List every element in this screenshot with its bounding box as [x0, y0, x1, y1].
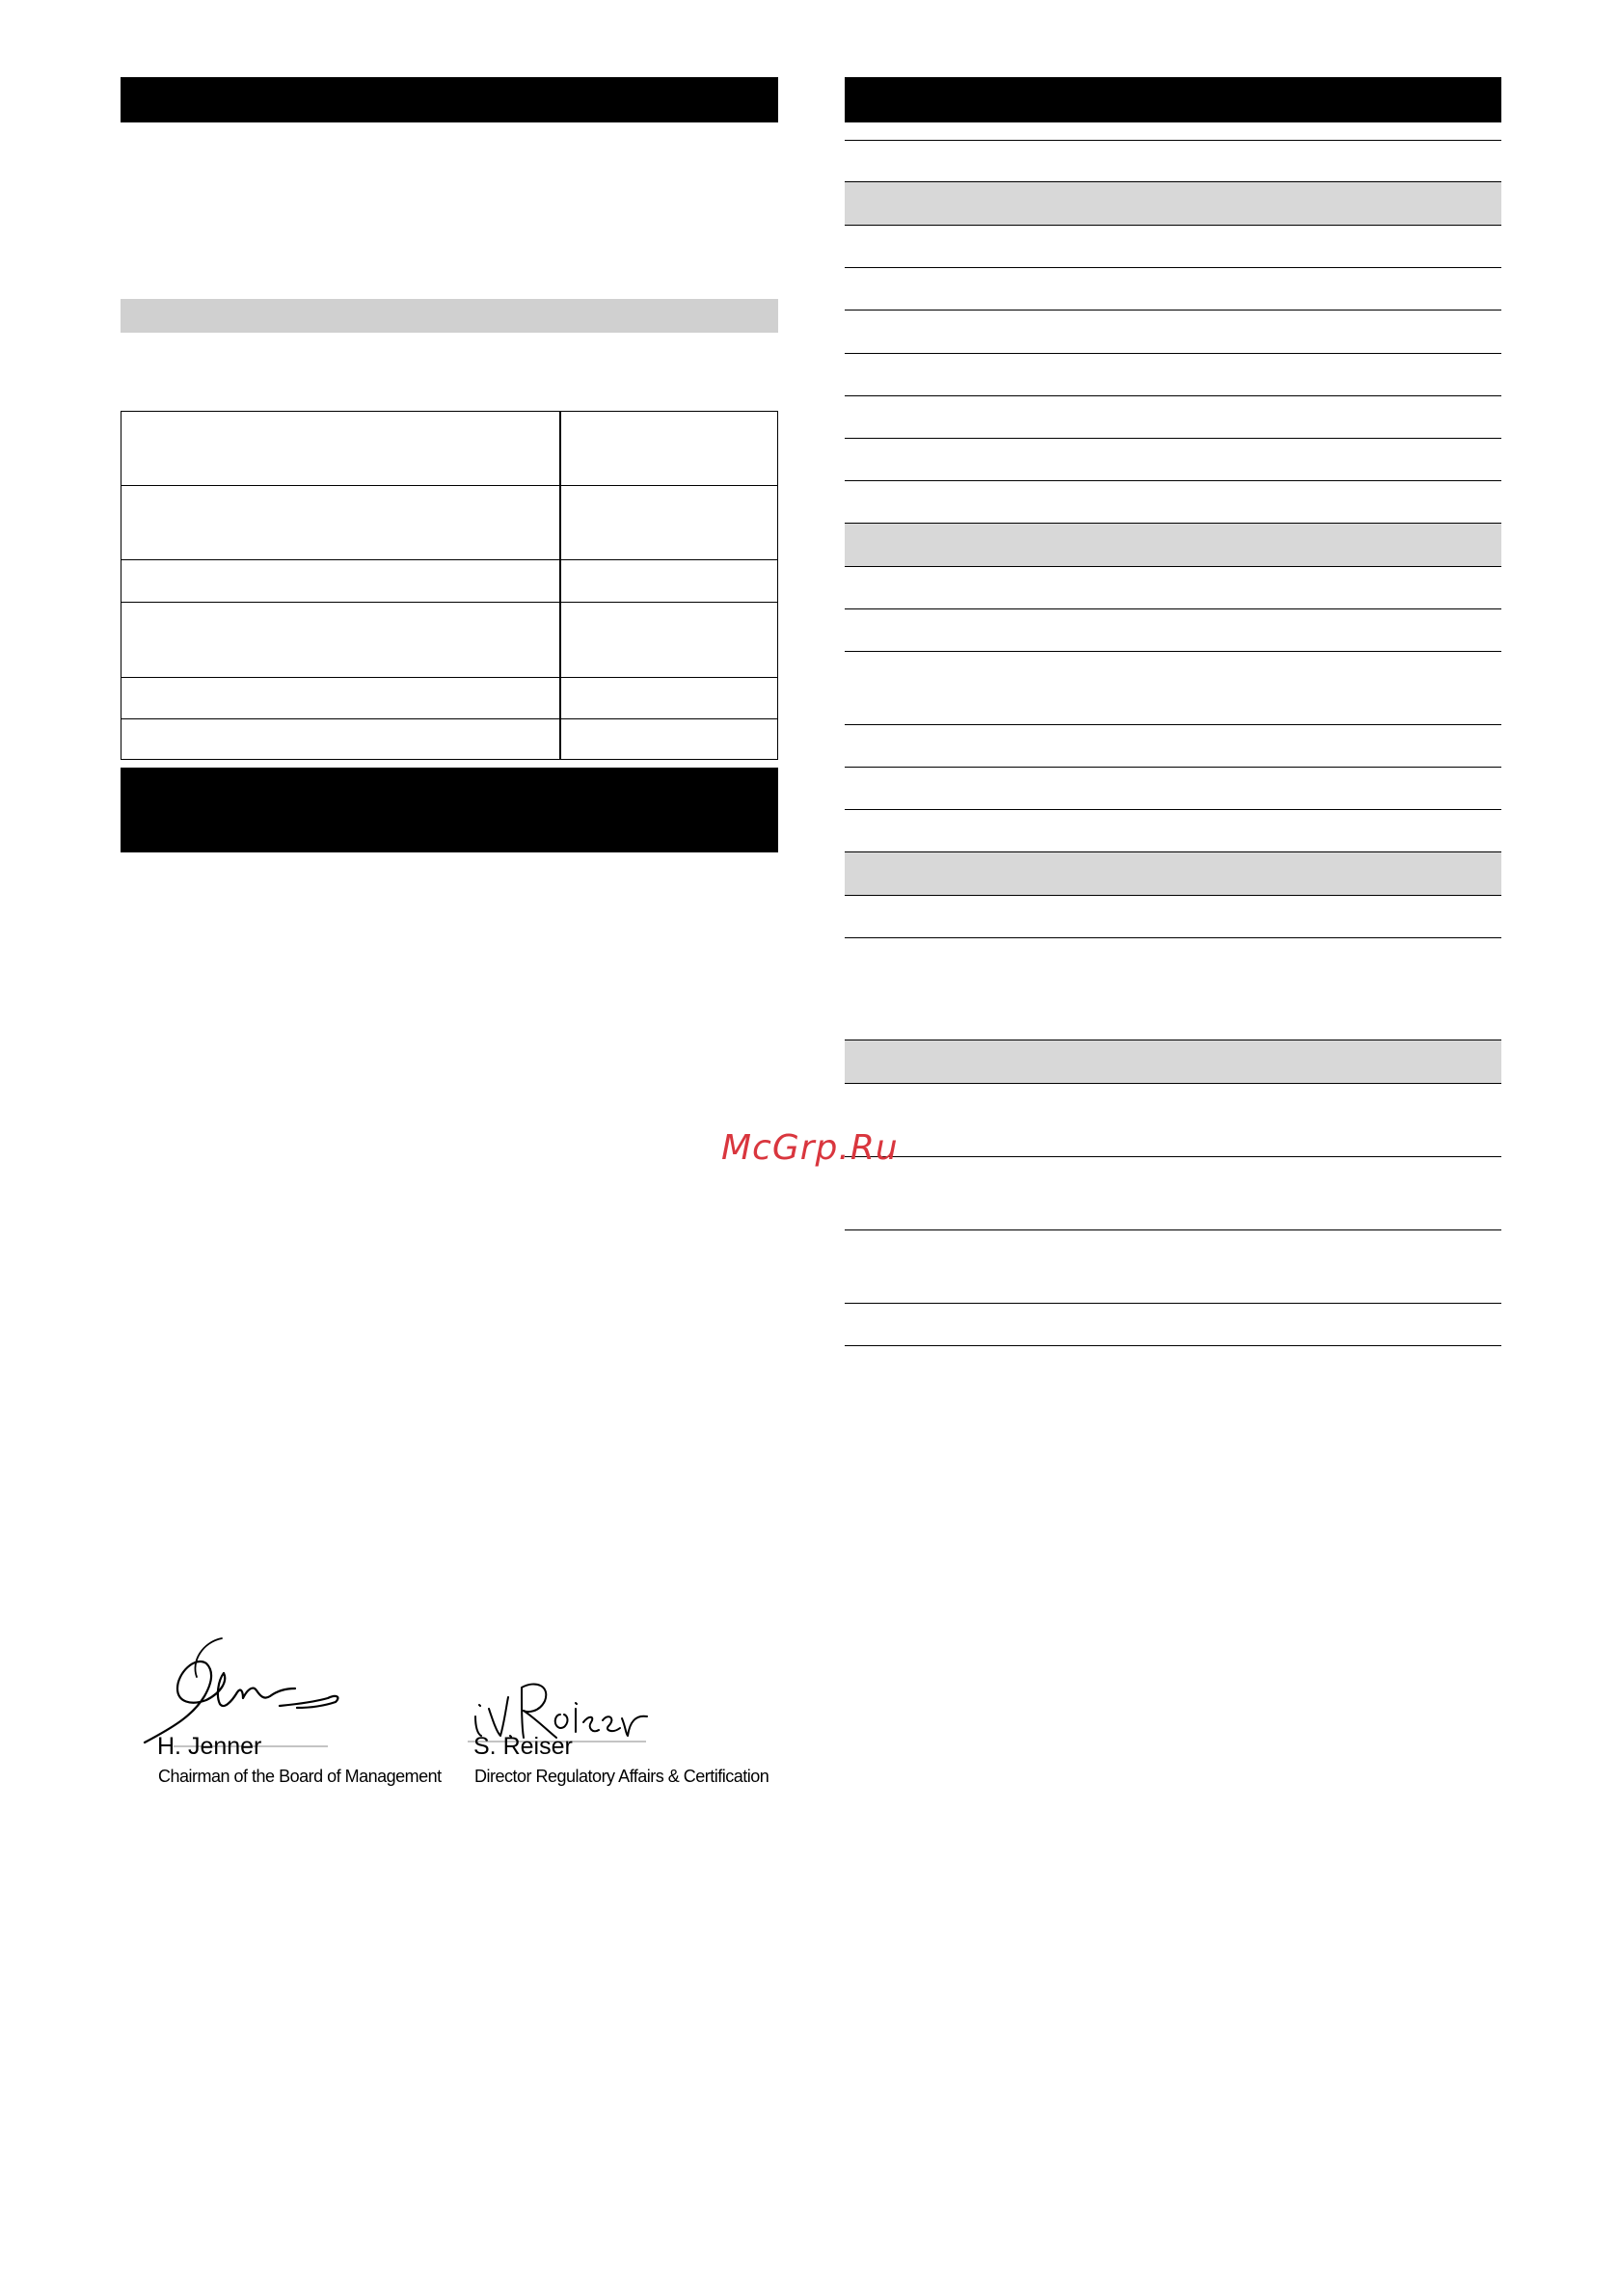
- rule: [845, 1345, 1501, 1346]
- table-row: [121, 412, 777, 486]
- rule: [845, 225, 1501, 226]
- watermark-text: McGrp.Ru: [721, 1128, 899, 1168]
- rule: [845, 267, 1501, 268]
- left-header-bar: [121, 77, 778, 122]
- table-row: [121, 560, 777, 603]
- rule: [845, 724, 1501, 725]
- rule: [845, 480, 1501, 481]
- signatory-title: Chairman of the Board of Management: [158, 1767, 442, 1786]
- rule: [845, 1229, 1501, 1230]
- rule: [845, 895, 1501, 896]
- rule: [845, 651, 1501, 652]
- right-section-band: [845, 182, 1501, 225]
- table-row: [121, 719, 777, 761]
- rule: [845, 438, 1501, 439]
- rule: [845, 1156, 1501, 1157]
- rule: [845, 1083, 1501, 1084]
- signatory-name: S. Reiser: [473, 1733, 573, 1760]
- right-section-band: [845, 524, 1501, 566]
- rule: [845, 851, 1501, 852]
- rule: [845, 566, 1501, 567]
- rule: [845, 608, 1501, 609]
- rule: [845, 310, 1501, 311]
- left-spec-table: [121, 411, 778, 760]
- rule: [845, 767, 1501, 768]
- signatory-title: Director Regulatory Affairs & Certification: [474, 1767, 769, 1786]
- table-row: [121, 603, 777, 678]
- rule: [845, 353, 1501, 354]
- table-row: [121, 678, 777, 719]
- right-section-band: [845, 1040, 1501, 1083]
- rule: [845, 140, 1501, 141]
- table-row: [121, 486, 777, 560]
- right-header-bar: [845, 77, 1501, 122]
- right-section-band: [845, 852, 1501, 895]
- left-black-block: [121, 768, 778, 852]
- rule: [845, 809, 1501, 810]
- rule: [845, 395, 1501, 396]
- signatory-name: H. Jenner: [157, 1733, 262, 1760]
- rule: [845, 937, 1501, 938]
- left-section-band: [121, 299, 778, 333]
- rule: [845, 1303, 1501, 1304]
- table-column-divider: [559, 412, 561, 759]
- rule: [845, 181, 1501, 182]
- rule: [845, 523, 1501, 524]
